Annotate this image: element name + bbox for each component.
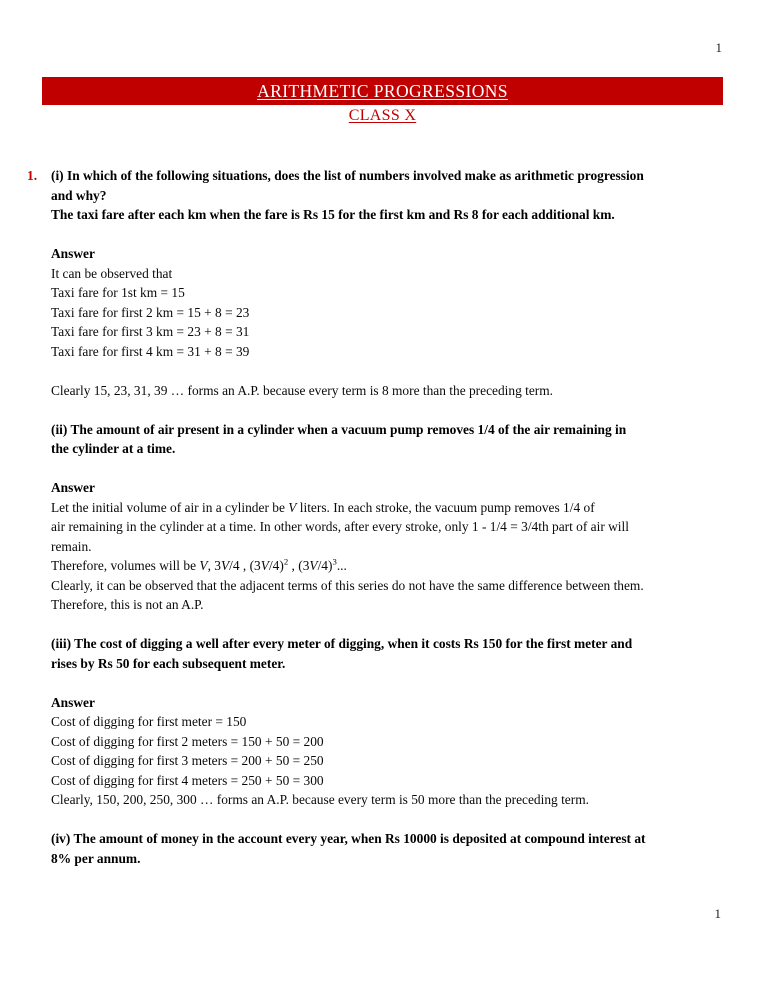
document-body	[51, 166, 727, 868]
text-run: Taxi fare for 1st km = 15	[51, 285, 185, 300]
text-run: Answer	[51, 694, 95, 710]
text-line	[51, 186, 727, 206]
text-line	[51, 751, 727, 771]
text-run: 3	[332, 556, 337, 567]
text-run: V	[220, 558, 230, 573]
text-run: 2	[283, 556, 289, 567]
class-subtitle	[0, 107, 765, 125]
text-run: V	[288, 499, 297, 515]
line-gap	[51, 615, 727, 635]
text-run: Answer	[51, 480, 95, 495]
text-run: and why?	[51, 187, 107, 203]
text-run: /4)	[317, 558, 333, 573]
text-run: Therefore, this is not an A.P.	[51, 597, 204, 612]
question-number: 1.	[27, 168, 38, 183]
text-run: Cost of digging for first 4 meters = 250 + 50 = 300	[51, 772, 324, 788]
text-run: , (3	[288, 558, 310, 573]
text-run: The taxi fare after each km when the fare is Rs 15 for the first km and Rs 8 for each additional km.	[51, 207, 615, 222]
text-line	[51, 556, 727, 576]
text-run: V	[260, 558, 269, 573]
text-run: ...	[336, 558, 347, 573]
line-gap	[51, 225, 727, 245]
text-run: (iv) The amount of money in the account every year, when Rs 10000 is deposited at compound interest at	[51, 831, 646, 846]
text-run: remain.	[51, 538, 92, 554]
text-run: Taxi fare for first 3 km = 23 + 8 = 31	[51, 324, 250, 339]
text-line	[51, 283, 727, 303]
text-run: , 3	[207, 558, 221, 573]
text-line	[51, 420, 727, 440]
text-line	[51, 576, 727, 596]
class-subtitle-text: CLASS X	[348, 107, 417, 124]
text-run: Cost of digging for first meter = 150	[51, 714, 247, 729]
text-line	[51, 381, 727, 401]
text-run: Clearly, 150, 200, 250, 300 … forms an A.P. because every term is 50 more than the preceding term.	[51, 792, 589, 807]
text-line	[51, 322, 727, 342]
text-line	[51, 712, 727, 732]
line-gap	[51, 459, 727, 479]
text-run: Therefore, volumes will be	[51, 558, 200, 573]
text-run: Taxi fare for first 4 km = 31 + 8 = 39	[51, 343, 250, 359]
text-run: It can be observed that	[51, 265, 173, 281]
text-run: V	[199, 558, 208, 573]
text-run: rises by Rs 50 for each subsequent meter.	[51, 655, 286, 671]
text-line	[51, 342, 727, 362]
text-run: Cost of digging for first 3 meters = 200 + 50 = 250	[51, 753, 324, 768]
banner-title: ARITHMETIC PROGRESSIONS	[257, 80, 508, 101]
text-line	[51, 498, 727, 518]
text-line	[51, 849, 727, 869]
text-run: Clearly 15, 23, 31, 39 … forms an A.P. because every term is 8 more than the preceding term.	[51, 382, 554, 398]
text-line	[51, 634, 727, 654]
text-run: Clearly, it can be observed that the adjacent terms of this series do not have the same difference between them.	[51, 577, 644, 593]
text-line	[51, 478, 727, 498]
text-line	[51, 517, 727, 537]
text-run: Answer	[51, 246, 95, 261]
text-run: (iii) The cost of digging a well after every meter of digging, when it costs Rs 150 for the first meter and	[51, 636, 633, 651]
text-run: /4 , (3	[229, 558, 261, 573]
text-run: Taxi fare for first 2 km = 15 + 8 = 23	[51, 304, 250, 320]
line-gap	[51, 810, 727, 830]
text-run: air remaining in the cylinder at a time. In other words, after every stroke, only 1 - 1/4 = 3/4th part of air will	[51, 519, 629, 534]
text-line	[51, 303, 727, 323]
text-line	[51, 654, 727, 674]
line-gap	[51, 361, 727, 381]
line-gap	[51, 400, 727, 420]
page-number-bottom: 1	[714, 906, 721, 921]
text-line	[51, 537, 727, 557]
text-line	[51, 732, 727, 752]
text-run: Let the initial volume of air in a cylinder be	[51, 499, 289, 515]
line-gap	[51, 673, 727, 693]
text-run: liters. In each stroke, the vacuum pump removes 1/4 of	[296, 499, 595, 515]
text-run: the cylinder at a time.	[51, 441, 176, 456]
text-line	[51, 771, 727, 791]
text-line	[51, 439, 727, 459]
text-line	[51, 790, 727, 810]
text-line	[51, 205, 727, 225]
text-line	[51, 166, 727, 186]
text-run: (i) In which of the following situations, does the list of numbers involved make as arithmetic progression	[51, 168, 644, 183]
text-run: V	[309, 558, 318, 573]
text-line	[51, 244, 727, 264]
text-run: Cost of digging for first 2 meters = 150 + 50 = 200	[51, 733, 324, 749]
text-run: (ii) The amount of air present in a cylinder when a vacuum pump removes 1/4 of the air remaining in	[51, 421, 627, 437]
title-banner	[42, 77, 723, 105]
text-line	[51, 595, 727, 615]
text-line	[51, 264, 727, 284]
text-run: /4)	[268, 558, 284, 573]
text-line	[51, 829, 727, 849]
page-number-top: 1	[715, 40, 722, 55]
text-run: 8% per annum.	[51, 850, 141, 866]
text-line	[51, 693, 727, 713]
